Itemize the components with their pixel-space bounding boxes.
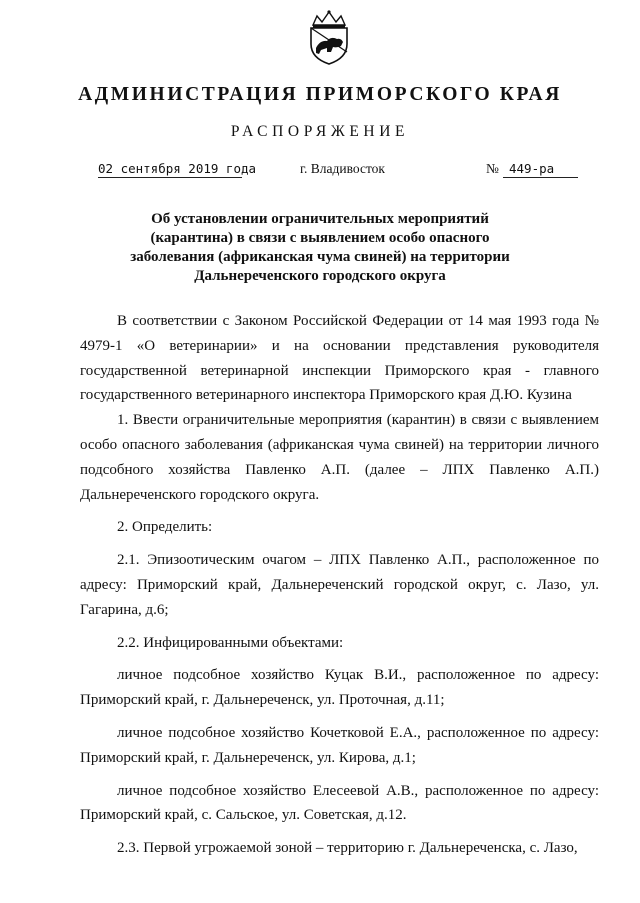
document-date: 02 сентября 2019 года bbox=[98, 161, 257, 176]
subject-line: заболевания (африканская чума свиней) на территории bbox=[130, 249, 510, 265]
body-paragraph: 2.3. Первой угрожаемой зоной – территорию г. Дальнереченска, с. Лазо, bbox=[117, 840, 578, 857]
subject-line: Дальнереченского городского округа bbox=[194, 268, 446, 284]
body-paragraph: 2.2. Инфицированными объектами: bbox=[117, 634, 344, 651]
body-paragraph: личное подсобное хозяйство Кочетковой Е.А., расположенное по адресу: Приморский край, г. Дальнереченск, ул. Кирова, д.1; bbox=[80, 724, 599, 766]
document-type: РАСПОРЯЖЕНИЕ bbox=[230, 123, 410, 140]
body-paragraph: 2.1. Эпизоотическим очагом – ЛПХ Павленко А.П., расположенное по адресу: Приморский край, Дальнереченский городской округ, с. Лазо, ул. Гагарина, д.6; bbox=[80, 552, 599, 618]
subject-line: Об установлении ограничительных мероприятий bbox=[151, 211, 489, 227]
organization-title: АДМИНИСТРАЦИЯ ПРИМОРСКОГО КРАЯ bbox=[78, 84, 562, 105]
document-city: г. Владивосток bbox=[300, 161, 385, 176]
number-label: № bbox=[486, 161, 499, 176]
body-paragraph: 1. Ввести ограничительные мероприятия (карантин) в связи с выявлением особо опасного заболевания (африканская чума свиней) на территории личного подсобного хозяйства Павленко А.П. (далее – ЛПХ Павленко А.П.) Дальнереченского городского округа. bbox=[80, 412, 599, 503]
body-paragraph: личное подсобное хозяйство Куцак В.И., расположенное по адресу: Приморский край, г. Дальнереченск, ул. Проточная, д.11; bbox=[80, 667, 599, 709]
body-paragraph: В соответствии с Законом Российской Федерации от 14 мая 1993 года № 4979-1 «О ветеринарии» и на основании представления руководителя государственной ветеринарной инспекции Приморского края - главного государственного ветеринарного инспектора Приморского края Д.Ю. Кузина bbox=[80, 313, 599, 404]
body-paragraph: 2. Определить: bbox=[117, 519, 213, 536]
subject-line: (карантина) в связи с выявлением особо опасного bbox=[150, 230, 490, 246]
document-subject bbox=[120, 210, 520, 286]
body-paragraph: личное подсобное хозяйство Елесеевой А.В., расположенное по адресу: Приморский край, с. Сальское, ул. Советская, д.12. bbox=[80, 782, 599, 824]
coat-of-arms-emblem bbox=[305, 8, 353, 66]
document-number: 449-ра bbox=[503, 161, 578, 178]
document-body bbox=[80, 309, 599, 861]
